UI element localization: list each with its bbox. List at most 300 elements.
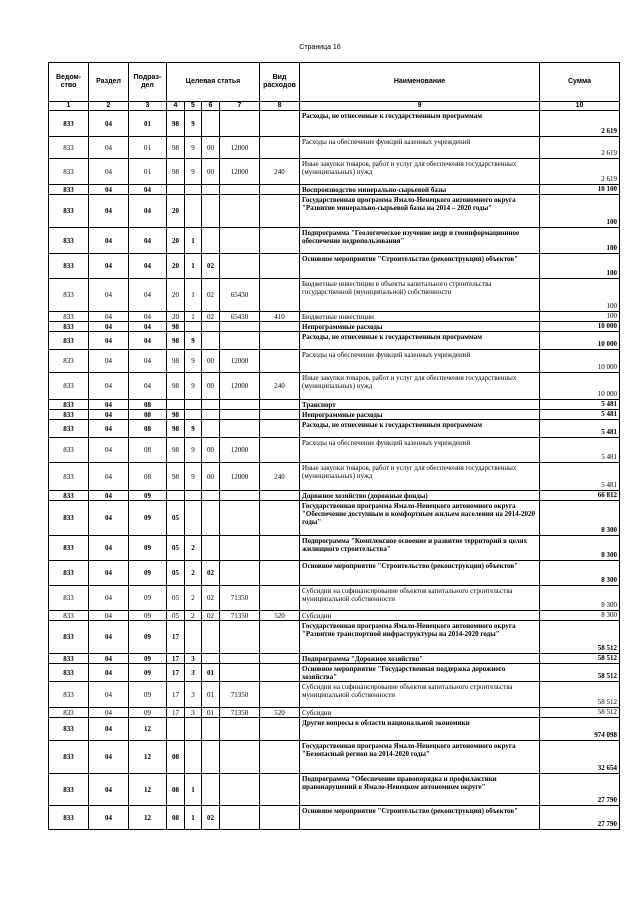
table-row [49,111,620,137]
direction-cell: 12000 [220,137,260,159]
direction-cell [220,491,260,501]
subsection-cell: 09 [129,561,167,586]
direction-cell: 71350 [220,682,260,708]
section-cell: 04 [89,682,129,708]
direction-cell [220,254,260,279]
subprogram-cell: 3 [185,664,202,682]
page-title: Страница 16 [299,44,341,51]
direction-cell [220,400,260,410]
subsection-cell: 12 [129,718,167,741]
exptype-cell [260,654,300,664]
dept-cell: 833 [49,332,89,350]
direction-cell: 12000 [220,463,260,491]
measure-cell: 00 [202,463,220,491]
subprogram-cell [185,621,202,654]
exptype-cell [260,420,300,438]
dept-cell: 833 [49,774,89,806]
sum-cell: 10 100 [540,185,620,195]
measure-cell: 02 [202,279,220,312]
exptype-cell [260,664,300,682]
direction-cell: 65430 [220,279,260,312]
measure-cell [202,195,220,228]
program-cell: 17 [167,664,185,682]
subprogram-cell: 9 [185,373,202,400]
program-cell [167,185,185,195]
measure-cell: 00 [202,137,220,159]
exptype-cell [260,185,300,195]
measure-cell [202,654,220,664]
measure-cell: 01 [202,708,220,718]
column-number: 5 [185,102,202,111]
column-number: 1 [49,102,89,111]
subprogram-cell: 3 [185,654,202,664]
measure-cell: 01 [202,664,220,682]
measure-cell [202,491,220,501]
name-cell: Основное мероприятие "Строительство (реконструкция) объектов" [300,806,540,830]
name-cell: Субсидии [300,611,540,621]
name-cell: Расходы на обеспечение функций казенных учреждений [300,350,540,373]
direction-cell [220,420,260,438]
measure-cell: 00 [202,159,220,185]
program-cell: 20 [167,195,185,228]
subprogram-cell [185,185,202,195]
table-row [49,682,620,708]
program-cell: 98 [167,420,185,438]
name-cell: Иные закупки товаров, работ и услуг для обеспечения государственных (муниципальных) нужд [300,159,540,185]
header-dept: Ведом-ство [49,63,89,102]
exptype-cell [260,111,300,137]
direction-cell [220,501,260,536]
table-row [49,410,620,420]
measure-cell [202,322,220,332]
program-cell: 17 [167,621,185,654]
subsection-cell: 04 [129,322,167,332]
section-cell: 04 [89,561,129,586]
exptype-cell [260,350,300,373]
subsection-cell: 08 [129,420,167,438]
program-cell: 17 [167,682,185,708]
name-cell: Подпрограмма "Геологическое изучение недр и геоинформационное обеспечение недропользования" [300,228,540,254]
header-row [49,63,620,102]
subsection-cell: 09 [129,611,167,621]
section-cell: 04 [89,654,129,664]
section-cell: 04 [89,611,129,621]
direction-cell [220,332,260,350]
subprogram-cell [185,741,202,774]
name-cell: Основное мероприятие "Строительство (реконструкция) объектов" [300,254,540,279]
sum-cell: 58 512 [540,664,620,682]
table-row [49,279,620,312]
table-row [49,774,620,806]
subsection-cell: 09 [129,491,167,501]
section-cell: 04 [89,621,129,654]
sum-cell: 8 300 [540,586,620,611]
header-section: Раздел [89,63,129,102]
dept-cell: 833 [49,682,89,708]
subprogram-cell: 9 [185,137,202,159]
measure-cell: 02 [202,561,220,586]
direction-cell [220,410,260,420]
table-row [49,463,620,491]
section-cell: 04 [89,137,129,159]
table-row [49,185,620,195]
name-cell: Подпрограмма "Обеспечение правопорядка и профилактики правонарушений в Ямало-Ненецком автономном округе" [300,774,540,806]
subprogram-cell: 1 [185,806,202,830]
measure-cell: 02 [202,312,220,322]
sum-cell: 10 000 [540,322,620,332]
measure-cell [202,501,220,536]
subsection-cell: 04 [129,332,167,350]
subprogram-cell [185,195,202,228]
program-cell: 20 [167,279,185,312]
table-row [49,420,620,438]
measure-cell [202,400,220,410]
section-cell: 04 [89,400,129,410]
subsection-cell: 04 [129,279,167,312]
dept-cell: 833 [49,586,89,611]
subsection-cell: 09 [129,664,167,682]
section-cell: 04 [89,322,129,332]
exptype-cell [260,718,300,741]
table-row [49,195,620,228]
subsection-cell: 09 [129,621,167,654]
exptype-cell [260,228,300,254]
sum-cell: 5 481 [540,463,620,491]
dept-cell: 833 [49,312,89,322]
sum-cell: 10 000 [540,332,620,350]
section-cell: 04 [89,741,129,774]
measure-cell: 02 [202,254,220,279]
name-cell: Расходы на обеспечение функций казенных учреждений [300,438,540,463]
sum-cell: 66 812 [540,491,620,501]
section-cell: 04 [89,491,129,501]
subprogram-cell: 9 [185,420,202,438]
section-cell: 04 [89,586,129,611]
dept-cell: 833 [49,111,89,137]
subprogram-cell [185,410,202,420]
exptype-cell [260,195,300,228]
table-row [49,561,620,586]
measure-cell [202,621,220,654]
section-cell: 04 [89,373,129,400]
sum-cell: 27 790 [540,774,620,806]
name-cell: Расходы, не отнесенные к государственным программам [300,420,540,438]
section-cell: 04 [89,438,129,463]
sum-cell: 58 512 [540,654,620,664]
sum-cell: 5 481 [540,420,620,438]
subsection-cell: 08 [129,400,167,410]
program-cell: 98 [167,137,185,159]
subsection-cell: 04 [129,254,167,279]
program-cell [167,400,185,410]
section-cell: 04 [89,350,129,373]
name-cell: Субсидии [300,708,540,718]
direction-cell [220,654,260,664]
subsection-cell: 12 [129,741,167,774]
section-cell: 04 [89,185,129,195]
direction-cell: 12000 [220,438,260,463]
program-cell: 05 [167,501,185,536]
program-cell: 98 [167,463,185,491]
sum-cell: 5 481 [540,410,620,420]
dept-cell: 833 [49,279,89,312]
direction-cell: 71350 [220,708,260,718]
name-cell: Подпрограмма "Дорожное хозяйство" [300,654,540,664]
sum-cell: 2 619 [540,137,620,159]
table-row [49,664,620,682]
table-row [49,159,620,185]
direction-cell: 71350 [220,611,260,621]
exptype-cell [260,438,300,463]
section-cell: 04 [89,159,129,185]
measure-cell [202,774,220,806]
direction-cell [220,536,260,561]
dept-cell: 833 [49,185,89,195]
program-cell: 05 [167,611,185,621]
name-cell: Расходы, не отнесенные к государственным программам [300,111,540,137]
program-cell: 98 [167,350,185,373]
column-number: 3 [129,102,167,111]
direction-cell [220,741,260,774]
program-cell [167,718,185,741]
subprogram-cell [185,322,202,332]
subprogram-cell: 3 [185,682,202,708]
section-cell: 04 [89,195,129,228]
subsection-cell: 09 [129,654,167,664]
table-row [49,332,620,350]
measure-cell [202,228,220,254]
column-number: 8 [260,102,300,111]
measure-cell [202,420,220,438]
program-cell: 98 [167,159,185,185]
exptype-cell [260,400,300,410]
direction-cell: 12000 [220,350,260,373]
dept-cell: 833 [49,718,89,741]
program-cell: 98 [167,332,185,350]
measure-cell: 01 [202,682,220,708]
table-row [49,501,620,536]
sum-cell: 100 [540,228,620,254]
dept-cell: 833 [49,400,89,410]
sum-cell: 5 481 [540,400,620,410]
program-cell: 17 [167,654,185,664]
exptype-cell [260,254,300,279]
program-cell: 05 [167,561,185,586]
name-cell: Государственная программа Ямало-Ненецкого автономного округа "Развитие транспортной инфраструктуры на 2014-2020 годы" [300,621,540,654]
direction-cell [220,718,260,741]
subprogram-cell: 2 [185,536,202,561]
measure-cell [202,185,220,195]
dept-cell: 833 [49,501,89,536]
exptype-cell: 520 [260,611,300,621]
sum-cell: 32 654 [540,741,620,774]
measure-cell [202,536,220,561]
dept-cell: 833 [49,373,89,400]
name-cell: Бюджетные инвестиции в объекты капитального строительства государственной (муниципальной) собственности [300,279,540,312]
sum-cell: 10 000 [540,373,620,400]
dept-cell: 833 [49,491,89,501]
program-cell: 98 [167,438,185,463]
dept-cell: 833 [49,137,89,159]
program-cell: 08 [167,774,185,806]
name-cell: Государственная программа Ямало-Ненецкого автономного округа "Развитие минерально-сырьевой базы на 2014 – 2020 годы" [300,195,540,228]
name-cell: Иные закупки товаров, работ и услуг для обеспечения государственных (муниципальных) нужд [300,463,540,491]
direction-cell [220,621,260,654]
exptype-cell [260,279,300,312]
section-cell: 04 [89,410,129,420]
sum-cell: 974 098 [540,718,620,741]
exptype-cell [260,501,300,536]
subprogram-cell: 2 [185,561,202,586]
table-row [49,137,620,159]
exptype-cell [260,621,300,654]
section-cell: 04 [89,111,129,137]
dept-cell: 833 [49,741,89,774]
column-number: 6 [202,102,220,111]
subprogram-cell: 1 [185,228,202,254]
sum-cell: 58 512 [540,708,620,718]
column-number: 10 [540,102,620,111]
direction-cell [220,561,260,586]
sum-cell: 10 000 [540,350,620,373]
dept-cell: 833 [49,195,89,228]
subsection-cell: 04 [129,312,167,322]
direction-cell [220,664,260,682]
subsection-cell: 09 [129,586,167,611]
direction-cell: 12000 [220,373,260,400]
column-number: 7 [220,102,260,111]
table-row [49,228,620,254]
sum-cell: 2 619 [540,111,620,137]
program-cell: 20 [167,228,185,254]
subsection-cell: 01 [129,111,167,137]
table-row [49,438,620,463]
program-cell: 08 [167,741,185,774]
dept-cell: 833 [49,561,89,586]
measure-cell [202,111,220,137]
name-cell: Непрограммные расходы [300,410,540,420]
sum-cell: 100 [540,279,620,312]
name-cell: Подпрограмма "Комплексное освоение и развитие территорий в целях жилищного строительства" [300,536,540,561]
measure-cell: 02 [202,611,220,621]
dept-cell: 833 [49,438,89,463]
sum-cell: 27 790 [540,806,620,830]
name-cell: Воспроизводство минерально-сырьевой базы [300,185,540,195]
exptype-cell [260,137,300,159]
sum-cell: 58 512 [540,621,620,654]
sum-cell: 100 [540,312,620,322]
subsection-cell: 08 [129,463,167,491]
name-cell: Государственная программа Ямало-Ненецкого автономного округа "Обеспечение доступным и комфортным жильем населения на 2014-2020 годы" [300,501,540,536]
section-cell: 04 [89,279,129,312]
exptype-cell [260,561,300,586]
subsection-cell: 09 [129,708,167,718]
sum-cell: 8 300 [540,611,620,621]
subsection-cell: 12 [129,774,167,806]
name-cell: Основное мероприятие "Государственная поддержка дорожного хозяйства" [300,664,540,682]
header-name: Наименование [300,63,540,102]
sum-cell: 5 481 [540,438,620,463]
direction-cell [220,195,260,228]
section-cell: 04 [89,536,129,561]
sum-cell: 8 300 [540,501,620,536]
table-row [49,312,620,322]
dept-cell: 833 [49,664,89,682]
section-cell: 04 [89,708,129,718]
program-cell: 20 [167,312,185,322]
subprogram-cell: 9 [185,350,202,373]
exptype-cell: 240 [260,159,300,185]
subprogram-cell: 9 [185,463,202,491]
subsection-cell: 04 [129,228,167,254]
sum-cell: 2 619 [540,159,620,185]
subprogram-cell: 1 [185,312,202,322]
name-cell: Расходы на обеспечение функций казенных учреждений [300,137,540,159]
subprogram-cell: 1 [185,774,202,806]
dept-cell: 833 [49,350,89,373]
table-row [49,322,620,332]
dept-cell: 833 [49,621,89,654]
subprogram-cell: 1 [185,254,202,279]
table-row [49,741,620,774]
dept-cell: 833 [49,228,89,254]
name-cell: Субсидии на софинансирование объектов капитального строительства муниципальной собственности [300,586,540,611]
measure-cell: 02 [202,806,220,830]
measure-cell: 00 [202,350,220,373]
sum-cell: 8 300 [540,561,620,586]
section-cell: 04 [89,420,129,438]
direction-cell: 71350 [220,586,260,611]
subsection-cell: 04 [129,373,167,400]
subprogram-cell [185,400,202,410]
exptype-cell: 520 [260,708,300,718]
program-cell: 98 [167,410,185,420]
subsection-cell: 04 [129,185,167,195]
table-row [49,654,620,664]
program-cell: 98 [167,111,185,137]
exptype-cell: 240 [260,463,300,491]
exptype-cell [260,491,300,501]
subprogram-cell: 2 [185,611,202,621]
table-row [49,708,620,718]
table-row [49,611,620,621]
dept-cell: 833 [49,654,89,664]
dept-cell: 833 [49,420,89,438]
section-cell: 04 [89,664,129,682]
exptype-cell [260,536,300,561]
column-number: 9 [300,102,540,111]
measure-cell: 00 [202,438,220,463]
exptype-cell [260,410,300,420]
subsection-cell: 01 [129,159,167,185]
exptype-cell [260,586,300,611]
program-cell [167,491,185,501]
measure-cell [202,718,220,741]
table-row [49,400,620,410]
program-cell: 98 [167,322,185,332]
name-cell: Основное мероприятие "Строительство (реконструкция) объектов" [300,561,540,586]
direction-cell [220,228,260,254]
direction-cell [220,806,260,830]
direction-cell [220,185,260,195]
table-row [49,350,620,373]
direction-cell: 12000 [220,159,260,185]
dept-cell: 833 [49,536,89,561]
direction-cell: 65430 [220,312,260,322]
subsection-cell: 04 [129,195,167,228]
subprogram-cell: 9 [185,438,202,463]
table-row [49,491,620,501]
